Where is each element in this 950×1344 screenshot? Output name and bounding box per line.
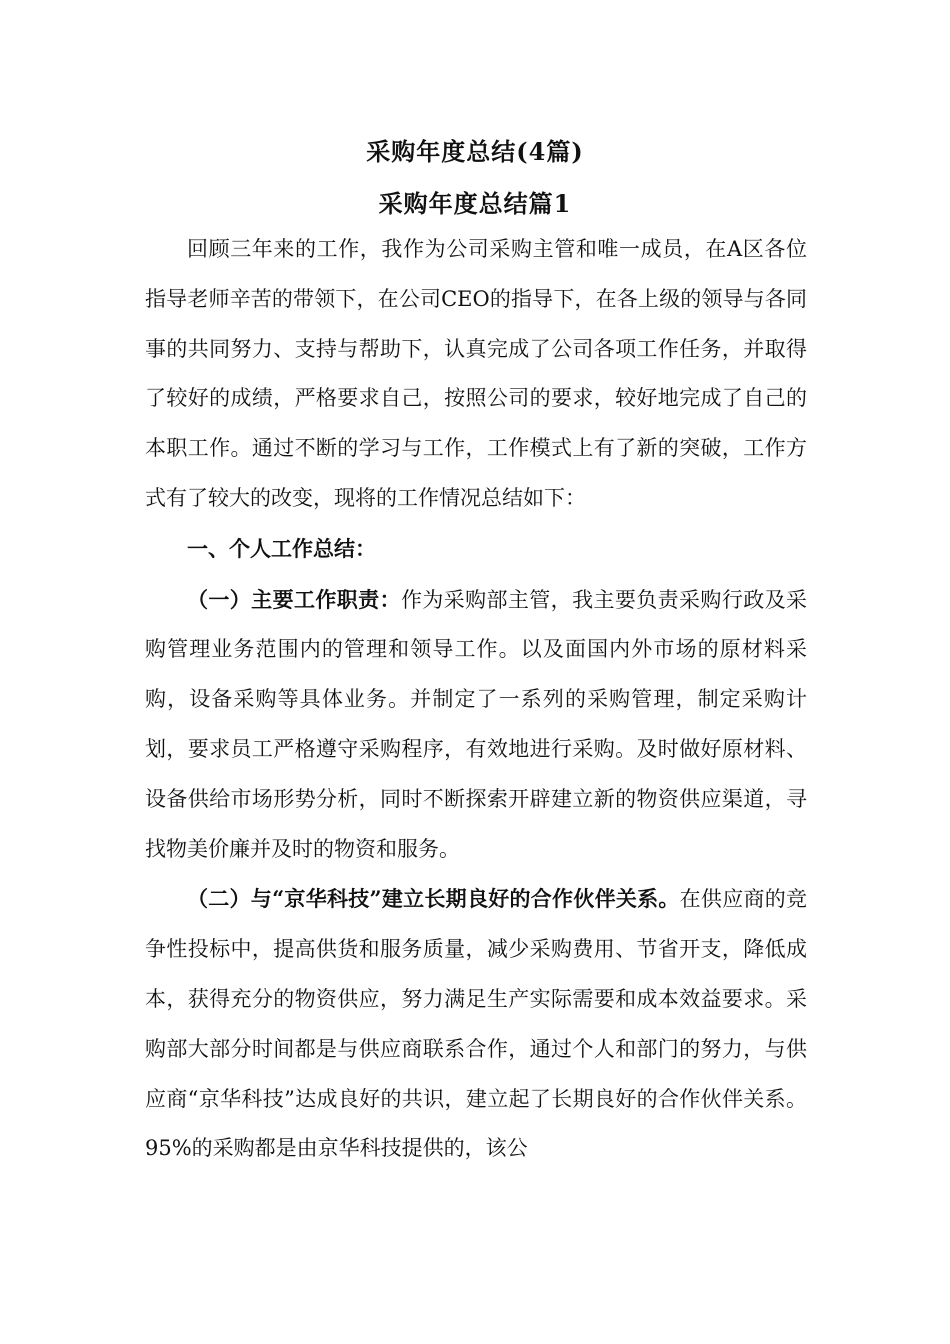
document-title: 采购年度总结(4篇) [366, 137, 584, 166]
item-1-text: 作为采购部主管，我主要负责采购行政及采购管理业务范围内的管理和领导工作。以及面国内外市场的原材料采购，设备采购等具体业务。并制定了一系列的采购管理，制定采购计划，要求员工严格遵守采购程序，有效地进行采购。及时做好原材料、设备供给市场形势分析，同时不断探索开辟建立新的物资供应渠道，寻找物美价廉并及时的物资和服务。 [145, 587, 808, 861]
item-2-paragraph [145, 874, 807, 1174]
item-1-label: （一）主要工作职责： [187, 586, 401, 612]
intro-paragraph: 回顾三年来的工作，我作为公司采购主管和唯一成员，在A区各位指导老师辛苦的带领下，在公司CEO的指导下，在各上级的领导与各同事的共同努力、支持与帮助下，认真完成了公司各项工作任务，并取得了较好的成绩，严格要求自己，按照公司的要求，较好地完成了自己的本职工作。通过不断的学习与工作，工作模式上有了新的突破，工作方式有了较大的改变，现将的工作情况总结如下： [145, 237, 807, 510]
item-1-paragraph [145, 575, 807, 875]
document-subtitle: 采购年度总结篇1 [378, 189, 572, 218]
section-heading-text: 一、个人工作总结： [187, 535, 376, 561]
section-heading [145, 524, 807, 575]
item-2-text: 在供应商的竞争性投标中，提高供货和服务质量，减少采购费用、节省开支，降低成本，获得充分的物资供应，努力满足生产实际需要和成本效益要求。采购部大部分时间都是与供应商联系合作，通过个人和部门的努力，与供应商“京华科技”达成良好的共识，建立起了长期良好的合作伙伴关系。95%的采购都是由京华科技提供的，该公 [145, 887, 808, 1161]
item-2-label: （二）与“京华科技”建立长期良好的合作伙伴关系。 [187, 886, 680, 912]
document-body [145, 225, 807, 1174]
